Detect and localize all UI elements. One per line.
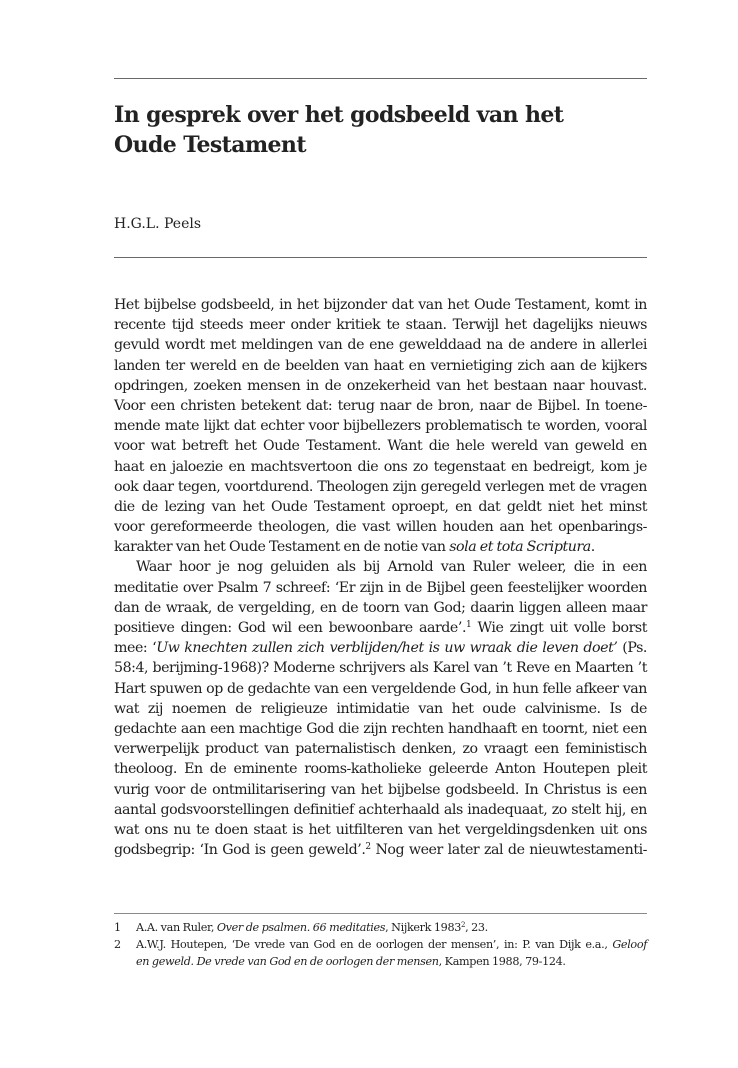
top-rule	[114, 78, 647, 79]
footnote-2	[114, 936, 647, 970]
body-text-run: positieve dingen: God wil een bewoonbare aarde’.	[114, 620, 467, 636]
body-line: 58:4, berijming-1968)? Moderne schrijvers als Karel van ’t Reve en Maarten ’t	[114, 660, 647, 677]
body-line: aantal godsvoorstellingen definitief achterhaald als inadequaat, zo stelt hij, en	[114, 801, 647, 818]
article-body	[114, 295, 647, 860]
body-line: gevuld wordt met meldingen van de ene gewelddaad na de andere in allerlei	[114, 337, 647, 354]
body-line: gedachte aan een machtige God die zijn rechten handhaaft en toornt, niet een	[114, 720, 647, 737]
body-line: opdringen, zoeken mensen in de onzekerheid van het bestaan naar houvast.	[114, 377, 647, 394]
body-line: Waar hoor je nog geluiden als bij Arnold van Ruler weleer, die in een	[136, 559, 647, 576]
body-text-run: (Ps.	[617, 640, 647, 657]
paragraph-1	[114, 295, 647, 557]
footnote-italic: Over de psalmen. 66 meditaties	[216, 921, 386, 934]
body-line: wat ons nu te doen staat is het uitfilteren van het vergeldingsdenken uit ons	[114, 821, 647, 838]
body-line: die de lezing van het Oude Testament oproept, en dat geldt niet het minst	[114, 498, 647, 515]
title-line-1: In gesprek over het godsbeeld van het	[114, 102, 564, 128]
edition-superscript: 2	[460, 921, 466, 929]
footnote-text-run: A.A. van Ruler,	[136, 921, 217, 934]
paragraph-2	[114, 557, 647, 860]
author-name: H.G.L. Peels	[114, 216, 202, 232]
footnote-line	[136, 919, 647, 936]
body-text-run: godsbegrip: ‘In God is geen geweld’.	[114, 842, 366, 859]
author-rule	[114, 257, 647, 258]
body-line: wat zij noemen de religieuze intimidatie van het oude calvinisme. Is de	[114, 700, 647, 717]
footnote-ref-1[interactable]: 1	[466, 620, 472, 630]
footnote-rule	[114, 913, 647, 914]
body-line: haat en jaloezie en machtsvertoon die ons zo tegenstaat en bedreigt, kom je	[114, 458, 647, 475]
footnote-italic: en geweld. De vrede van God en de oorlogen der mensen	[136, 955, 439, 969]
footnote-1	[114, 919, 647, 936]
body-line: dan de wraak, de vergelding, en de toorn van God; daarin liggen alleen maar	[114, 599, 647, 616]
footnote-text-run: A.W.J. Houtepen, ‘De vrede van God en de oorlogen der mensen’, in: P. van Dijk e.a.,	[136, 938, 613, 952]
body-line: voor gereformeerde theologen, die vast willen houden aan het openbarings-	[114, 519, 647, 536]
body-line: recente tijd steeds meer onder kritiek te staan. Terwijl het dagelijks nieuws	[114, 317, 647, 334]
title-line-2: Oude Testament	[114, 132, 306, 158]
footnote-line	[136, 953, 647, 970]
body-line: voor wat betreft het Oude Testament. Want die hele wereld van geweld en	[114, 438, 647, 455]
body-text-run: .	[590, 539, 595, 556]
body-line: ook daar tegen, voortdurend. Theologen zijn geregeld verlegen met de vragen	[114, 478, 647, 495]
footnote-line	[136, 936, 647, 953]
body-line: mende mate lijkt dat echter voor bijbellezers problematisch te worden, vooral	[114, 418, 647, 435]
footnotes	[114, 919, 647, 971]
footnote-ref-2[interactable]: 2	[365, 842, 371, 853]
body-text-run: mee: ‘	[114, 640, 157, 657]
body-line: meditatie over Psalm 7 schreef: ‘Er zijn in de Bijbel geen feestelijker woorden	[114, 579, 647, 596]
footnote-number: 2	[114, 938, 122, 952]
footnote-text-run: , 23.	[465, 921, 488, 934]
footnote-text-run: , Kampen 1988, 79-124.	[438, 955, 566, 969]
body-line	[114, 638, 647, 658]
footnote-text-run: , Nijkerk 1983	[385, 921, 461, 934]
body-line: verwerpelijk product van paternalistisch denken, zo vraagt een feministisch	[114, 741, 647, 758]
body-text-run: Nog weer later zal de nieuwtestamenti-	[370, 842, 647, 859]
article-title	[114, 100, 647, 160]
body-line: theoloog. En de eminente rooms-katholieke geleerde Anton Houtepen pleit	[114, 761, 647, 778]
body-text-run: karakter van het Oude Testament en de notie van	[114, 539, 450, 556]
body-line: Voor een christen betekent dat: terug naar de bron, naar de Bijbel. In toene-	[114, 397, 647, 414]
footnote-number: 1	[114, 921, 122, 934]
body-line: Het bijbelse godsbeeld, in het bijzonder dat van het Oude Testament, komt in	[114, 297, 647, 313]
italic-quote: Uw knechten zullen zich verblijden/het is uw wraak die leven doet’	[156, 640, 618, 657]
footnote-italic: Geloof	[612, 938, 647, 952]
body-line: landen ter wereld en de beelden van haat en vernietiging zich aan de kijkers	[114, 357, 647, 374]
body-line	[114, 537, 647, 557]
body-line	[114, 618, 647, 638]
body-line: Hart spuwen op de gedachte van een vergeldende God, in hun felle afkeer van	[114, 680, 647, 697]
body-text-run: Wie zingt uit volle borst	[471, 620, 648, 636]
italic-phrase: sola et tota Scriptura	[449, 539, 591, 556]
body-line	[114, 840, 647, 860]
body-line: vurig voor de ontmilitarisering van het bijbelse godsbeeld. In Christus is een	[114, 781, 647, 798]
